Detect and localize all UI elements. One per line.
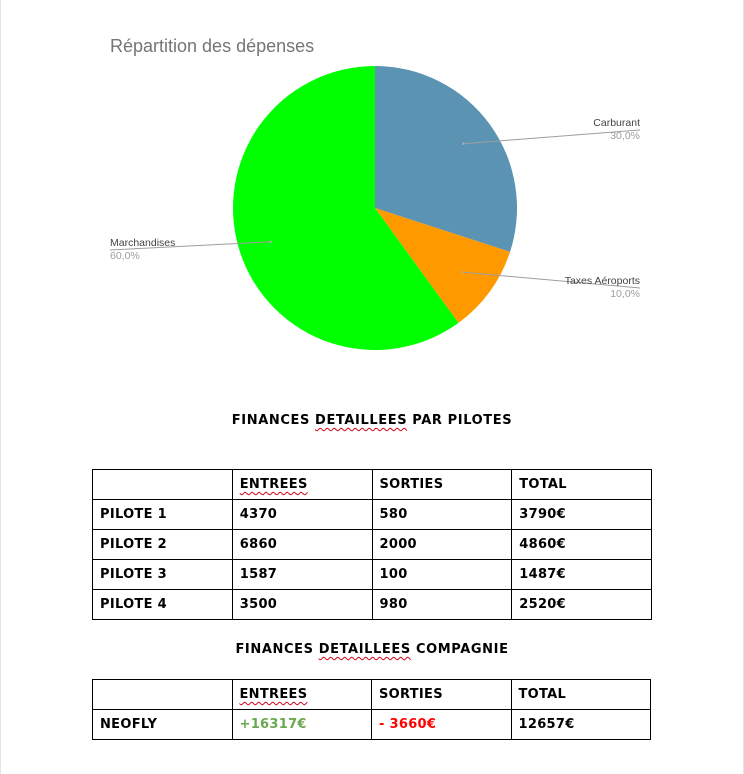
pilot-name: PILOTE 1 xyxy=(93,500,233,530)
header-sorties: SORTIES xyxy=(372,470,512,500)
pilot-total: 4860€ xyxy=(512,530,652,560)
slice-label: Carburant xyxy=(593,117,640,129)
pilot-entrees: 1587 xyxy=(232,560,372,590)
pilot-entrees: 4370 xyxy=(232,500,372,530)
pilots-finance-table xyxy=(92,469,652,620)
expense-pie-chart xyxy=(0,0,744,370)
company-sorties: - 3660€ xyxy=(372,710,512,740)
header-empty xyxy=(93,470,233,500)
slice-label: Marchandises xyxy=(110,237,176,249)
company-finance-table xyxy=(92,679,651,740)
pilot-name: PILOTE 2 xyxy=(93,530,233,560)
table-header-row xyxy=(93,470,652,500)
header-entrees: ENTREES xyxy=(232,470,372,500)
pilots-section-title: FINANCES DETAILLEES PAR PILOTES xyxy=(231,413,513,428)
table-row xyxy=(93,590,652,620)
slice-percent-label: 30,0% xyxy=(610,130,640,142)
pie-slices xyxy=(233,66,517,350)
pilot-total: 2520€ xyxy=(512,590,652,620)
pilot-sorties: 580 xyxy=(372,500,512,530)
pilot-entrees: 3500 xyxy=(232,590,372,620)
slice-label: Taxes Aéroports xyxy=(564,275,640,287)
table-row xyxy=(93,500,652,530)
pilot-total: 3790€ xyxy=(512,500,652,530)
pilot-total: 1487€ xyxy=(512,560,652,590)
table-row xyxy=(93,560,652,590)
header-empty xyxy=(93,680,233,710)
pilot-sorties: 980 xyxy=(372,590,512,620)
slice-percent-label: 60,0% xyxy=(110,250,140,262)
slice-percent-label: 10,0% xyxy=(610,288,640,300)
table-row xyxy=(93,710,651,740)
company-section-title: FINANCES DETAILLEES COMPAGNIE xyxy=(235,642,509,657)
pilot-sorties: 2000 xyxy=(372,530,512,560)
pilot-entrees: 6860 xyxy=(232,530,372,560)
table-row xyxy=(93,530,652,560)
chart-title: Répartition des dépenses xyxy=(110,36,315,56)
header-sorties: SORTIES xyxy=(372,680,512,710)
header-total: TOTAL xyxy=(511,680,651,710)
table-header-row xyxy=(93,680,651,710)
pilot-name: PILOTE 3 xyxy=(93,560,233,590)
pilot-sorties: 100 xyxy=(372,560,512,590)
leader-dot xyxy=(270,241,272,243)
company-entrees: +16317€ xyxy=(232,710,372,740)
header-total: TOTAL xyxy=(512,470,652,500)
pilot-name: PILOTE 4 xyxy=(93,590,233,620)
leader-dot xyxy=(462,271,464,273)
company-total: 12657€ xyxy=(511,710,651,740)
header-entrees: ENTREES xyxy=(232,680,372,710)
leader-dot xyxy=(462,143,464,145)
company-name: NEOFLY xyxy=(93,710,233,740)
